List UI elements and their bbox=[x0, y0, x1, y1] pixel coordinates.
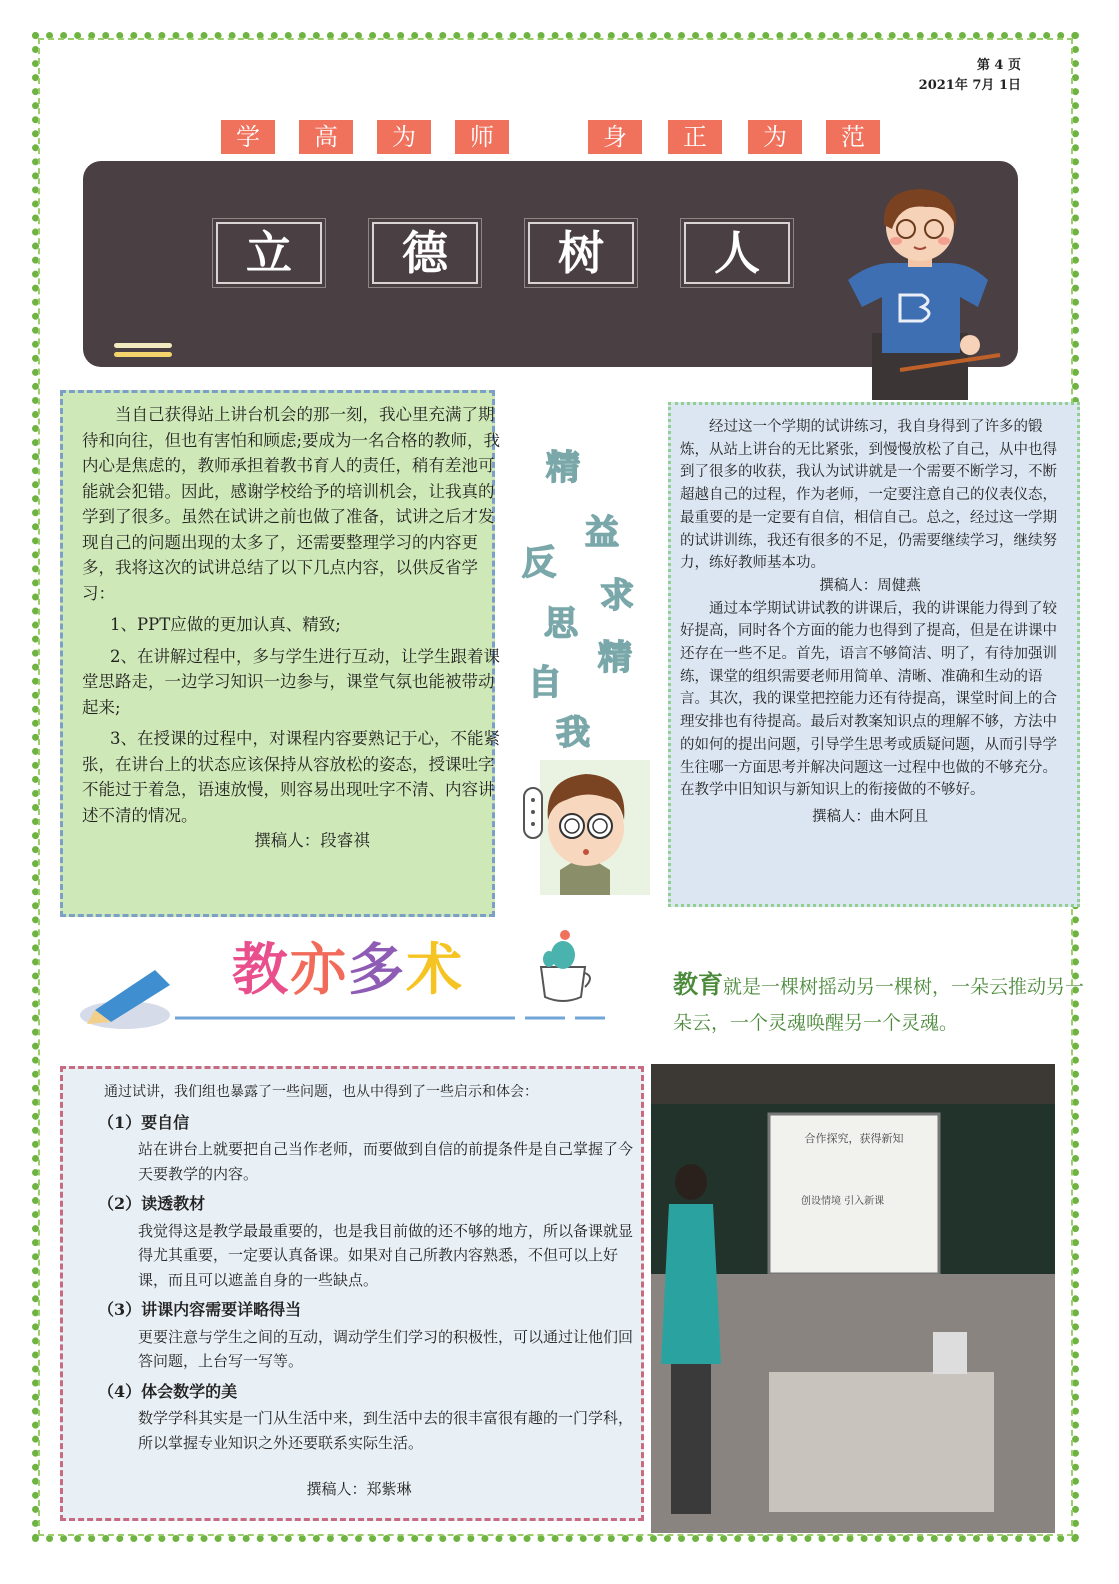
quote-keyword: 教育 bbox=[673, 970, 724, 999]
reflection-text-2 bbox=[680, 416, 1060, 829]
screen-label: 创设情境 引入新课 bbox=[801, 1196, 885, 1207]
vertical-char: 精 bbox=[546, 448, 580, 488]
point-heading: （3）讲课内容需要详略得当 bbox=[98, 1300, 302, 1319]
classroom-scene bbox=[651, 1064, 1055, 1533]
page-info bbox=[919, 56, 1021, 96]
heading-char: 亦 bbox=[290, 938, 348, 1003]
paragraph: 通过本学期试讲试教的讲课后，我的讲课能力得到了较好提高，同时各个方面的能力也得到了提高，但是在讲课中还存在一些不足。首先，语言不够简洁、明了，有待加强训练，课堂的组织需要老师用简单、清晰、准确和生动的语言。其次，我的课堂把控能力还有待提高，课堂时间上的合理安排也有待提高。最后对教案知识点的理解不够，方法中的如何的提出问题，引导学生思考或质疑问题，从而引导学生往哪一方面思考并解决问题这一过程中也做的不够充分。在教学中旧知识与新知识上的衔接做的不够好。 bbox=[680, 600, 1057, 799]
screen-title: 合作探究，获得新知 bbox=[804, 1132, 904, 1145]
author: 撰稿人：郑紫琳 bbox=[306, 1480, 412, 1498]
author: 撰稿人：曲木阿且 bbox=[812, 808, 928, 825]
decor-line bbox=[114, 352, 172, 357]
vertical-char: 反 bbox=[522, 543, 556, 583]
paragraph: 经过这一个学期的试讲练习，我自身得到了许多的锻炼，从站上讲台的无比紧张，到慢慢放松了自己，从中也得到了很多的收获，我认为试讲就是一个需要不断学习，不断超越自己的过程，作为老师，一定要注意自己的仪表仪态，最重要的是一定要有自信，相信自己。总之，经过这一学期的试讲训练，我还有很多的不足，仍需要继续学习，继续努力，练好教师基本功。 bbox=[680, 419, 1057, 572]
title-char: 立 bbox=[216, 222, 322, 284]
cactus-cup-icon bbox=[535, 925, 595, 1005]
list-item: 3、在授课的过程中，对课程内容要熟记于心，不能紧张，在讲台上的状态应该保持从容放松的姿态，授课吐字不能过于着急，语速放慢，则容易出现吐字不清、内容讲述不清的情况。 bbox=[82, 729, 501, 825]
title-char: 德 bbox=[372, 222, 478, 284]
author: 撰稿人：周健燕 bbox=[819, 577, 921, 594]
motto-char: 高 bbox=[299, 120, 353, 154]
heading-char: 教 bbox=[232, 938, 290, 1003]
point-body: 数学学科其实是一门从生活中来，到生活中去的很丰富很有趣的一门学科，所以掌握专业知识之外还要联系实际生活。 bbox=[138, 1409, 634, 1452]
motto-char: 为 bbox=[377, 120, 431, 154]
point-body: 站在讲台上就要把自己当作老师，而要做到自信的前提条件是自己掌握了今天要教学的内容。 bbox=[138, 1140, 634, 1183]
reflection-text-1 bbox=[82, 402, 502, 854]
thinking-child-illustration bbox=[520, 760, 650, 895]
motto-char: 为 bbox=[748, 120, 802, 154]
list-item: 2、在讲解过程中，多与学生进行互动，让学生跟着课堂思路走，一边学习知识一边参与，课堂气氛也能被带动起来; bbox=[82, 646, 501, 717]
author: 撰稿人：段睿祺 bbox=[254, 831, 370, 850]
summary-text bbox=[74, 1080, 644, 1502]
list-item: 1、PPT应做的更加认真、精致; bbox=[110, 615, 341, 634]
point-heading: （2）读透教材 bbox=[98, 1194, 206, 1213]
classroom-photo bbox=[651, 1064, 1055, 1533]
motto-char: 正 bbox=[668, 120, 722, 154]
title-char: 人 bbox=[684, 222, 790, 284]
point-body: 我觉得这是教学最最重要的，也是我目前做的还不够的地方，所以备课就显得尤其重要，一定要认真备课。如果对自己所教内容熟悉，不但可以上好课，而且可以遮盖自身的一些缺点。 bbox=[138, 1221, 634, 1289]
quote-text: 就是一棵树摇动另一棵树，一朵云推动另一朵云，一个灵魂唤醒另一个灵魂。 bbox=[673, 976, 1085, 1034]
vertical-char: 精 bbox=[598, 638, 632, 678]
point-heading: （1）要自信 bbox=[98, 1112, 190, 1132]
heading-char: 多 bbox=[348, 938, 406, 1003]
heading-char: 术 bbox=[406, 938, 464, 1003]
pencil-line-decoration bbox=[75, 950, 615, 1040]
vertical-char: 思 bbox=[544, 604, 578, 644]
motto-char: 身 bbox=[588, 120, 642, 154]
vertical-char: 求 bbox=[600, 576, 634, 616]
motto-char: 学 bbox=[221, 120, 275, 154]
decor-line bbox=[114, 343, 172, 348]
title-char: 树 bbox=[528, 222, 634, 284]
motto-char: 师 bbox=[455, 120, 509, 154]
paragraph: 当自己获得站上讲台机会的那一刻，我心里充满了期待和向往，但也有害怕和顾虑;要成为一名合格的教师，我内心是焦虑的，教师承担着教书育人的责任，稍有差池可能就会犯错。因此，感谢学校给予的培训机会，让我真的学到了很多。虽然在试讲之前也做了准备，试讲之后才发现自己的问题出现的太多了，还需要整理学习的内容更多，我将这次的试讲总结了以下几点内容，以供反省学习： bbox=[82, 405, 501, 603]
vertical-char: 益 bbox=[585, 513, 619, 553]
point-heading: （4）体会数学的美 bbox=[98, 1381, 238, 1401]
education-quote bbox=[673, 967, 1093, 1041]
page-number: 第 4 页 bbox=[976, 58, 1021, 73]
page-date: 2021年 7月 1日 bbox=[918, 78, 1021, 93]
vertical-char: 我 bbox=[556, 713, 590, 753]
point-body: 更要注意与学生之间的互动，调动学生们学习的积极性，可以通过让他们回答问题，上台写一写等。 bbox=[138, 1327, 634, 1370]
teacher-cartoon-illustration bbox=[830, 185, 1010, 400]
motto-char: 范 bbox=[826, 120, 880, 154]
vertical-char: 自 bbox=[528, 663, 562, 703]
intro-text: 通过试讲，我们组也暴露了一些问题，也从中得到了一些启示和体会： bbox=[104, 1084, 538, 1100]
